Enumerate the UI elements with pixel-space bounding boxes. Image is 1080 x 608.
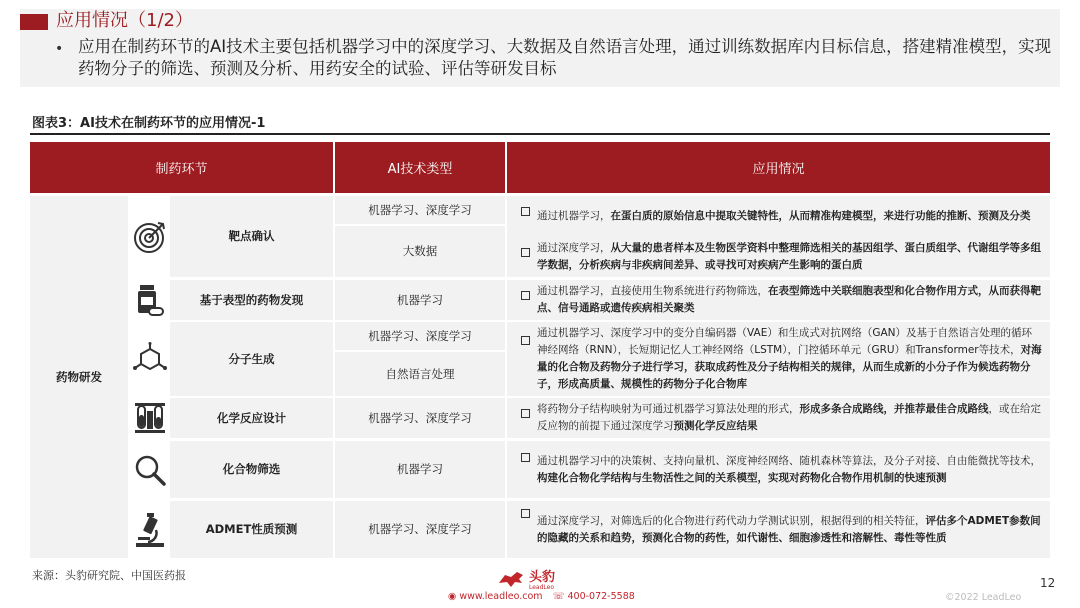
tech-cell: 机器学习	[335, 441, 505, 498]
phone-icon: ☏	[552, 591, 565, 602]
pill-bottle-icon	[135, 283, 165, 317]
leopard-logo-icon	[497, 569, 525, 589]
copyright: ©2022 LeadLeo	[945, 592, 1022, 603]
application-cell: 通过机器学习，在蛋白质的原始信息中提取关键特性，从而精准构建模型，来进行功能的推断、预测及分类	[507, 196, 1050, 236]
category-cell	[30, 196, 128, 558]
logo-name: 头豹	[529, 570, 556, 585]
tech-cell: 自然语言处理	[335, 352, 505, 396]
molecule-icon	[132, 342, 168, 376]
checkbox-bullet-icon	[521, 453, 530, 462]
row-icon-cell	[130, 196, 170, 277]
stage-compound-screening: 化合物筛选	[170, 441, 333, 498]
application-cell: 将药物分子结构映射为可通过机器学习算法处理的形式，形成多条合成路线，并推荐最佳合成路线，或在给定反应物的前提下通过深度学习预测化学反应结果	[507, 398, 1050, 438]
row-icon-cell	[130, 398, 170, 438]
column-header-stage: 制药环节	[30, 142, 333, 193]
column-header-tech: AI技术类型	[335, 142, 505, 193]
row-icon-cell	[130, 441, 170, 498]
tech-cell: 机器学习	[335, 280, 505, 320]
page-number: 12	[1040, 576, 1056, 590]
row-icon-cell	[130, 322, 170, 396]
title-mark	[20, 14, 48, 30]
application-cell: 通过机器学习，直接使用生物系统进行药物筛选，在表型筛选中关联细胞表型和化合物作用方式，从而获得靶点、信号通路或遗传疾病相关聚类	[507, 280, 1050, 320]
magnifier-icon	[134, 454, 166, 486]
source-note: 来源：头豹研究院、中国医药报	[32, 569, 186, 582]
figure-rule	[30, 133, 1050, 135]
row-icon-cell	[130, 501, 170, 558]
application-cell: 通过深度学习，对筛选后的化合物进行药代动力学测试识别，根据得到的相关特征，评估多个ADMET参数间的隐藏的关系和趋势，预测化合物的药性，如代谢性、细胞渗透性和溶解性、毒性等性质	[507, 501, 1050, 558]
bullet-symbol: •	[55, 41, 64, 57]
page-title: 应用情况（1/2）	[56, 10, 193, 31]
checkbox-bullet-icon	[521, 509, 530, 518]
stage-target-identification: 靶点确认	[170, 196, 333, 277]
checkbox-bullet-icon	[521, 207, 530, 216]
application-cell: 通过机器学习、深度学习中的变分自编码器（VAE）和生成式对抗网络（GAN）及基于自然语言处理的循环神经网络（RNN），长短期记忆人工神经网络（LSTM），门控循环单元（GRU）和Transformer等技术，对海量的化合物及药物分子进行学习，获取成药性及分子结构相关的规律，从而生成新的小分子作为候选药物分子，形成高质量、规模性的药物分子化合物库	[507, 322, 1050, 396]
category-label: 药物研发	[56, 369, 102, 384]
checkbox-bullet-icon	[521, 248, 530, 257]
globe-icon: ◉	[448, 591, 457, 602]
tech-cell: 大数据	[335, 226, 505, 277]
microscope-icon	[134, 512, 166, 548]
stage-admet-prediction: ADMET性质预测	[170, 501, 333, 558]
column-header-application: 应用情况	[507, 142, 1050, 193]
checkbox-bullet-icon	[521, 291, 530, 300]
application-cell: 通过机器学习中的决策树、支持向量机、深度神经网络、随机森林等算法，及分子对接、自由能微扰等技术，构建化合物化学结构与生物活性之间的关系模型，实现对药物化合物作用机制的快速预测	[507, 441, 1050, 498]
stage-molecule-generation: 分子生成	[170, 322, 333, 396]
tech-cell: 机器学习、深度学习	[335, 501, 505, 558]
row-icon-cell	[130, 280, 170, 320]
figure-title: 图表3：AI技术在制药环节的应用情况-1	[32, 116, 266, 131]
phone-number: ☏ 400-072-5588	[552, 591, 635, 602]
checkbox-bullet-icon	[521, 336, 530, 345]
logo	[497, 566, 555, 591]
target-icon	[133, 220, 167, 254]
website-link[interactable]: ◉ www.leadleo.com	[448, 591, 543, 602]
test-tubes-icon	[133, 401, 167, 435]
footer-links	[448, 591, 635, 602]
checkbox-bullet-icon	[521, 409, 530, 418]
stage-reaction-design: 化学反应设计	[170, 398, 333, 438]
application-cell: 通过深度学习，从大量的患者样本及生物医学资料中整理筛选相关的基因组学、蛋白质组学、代谢组学等多组学数据，分析疾病与非疾病间差异、或寻找可对疾病产生影响的蛋白质	[507, 236, 1050, 277]
tech-cell: 机器学习、深度学习	[335, 398, 505, 438]
tech-cell: 机器学习、深度学习	[335, 322, 505, 350]
logo-sub: LeadLeo	[529, 584, 555, 591]
tech-cell: 机器学习、深度学习	[335, 196, 505, 224]
summary-bullet: 应用在制药环节的AI技术主要包括机器学习中的深度学习、大数据及自然语言处理，通过训练数据库内目标信息，搭建精准模型，实现药物分子的筛选、预测及分析、用药安全的试验、评估等研发目标	[78, 37, 1052, 78]
stage-phenotypic-discovery: 基于表型的药物发现	[170, 280, 333, 320]
